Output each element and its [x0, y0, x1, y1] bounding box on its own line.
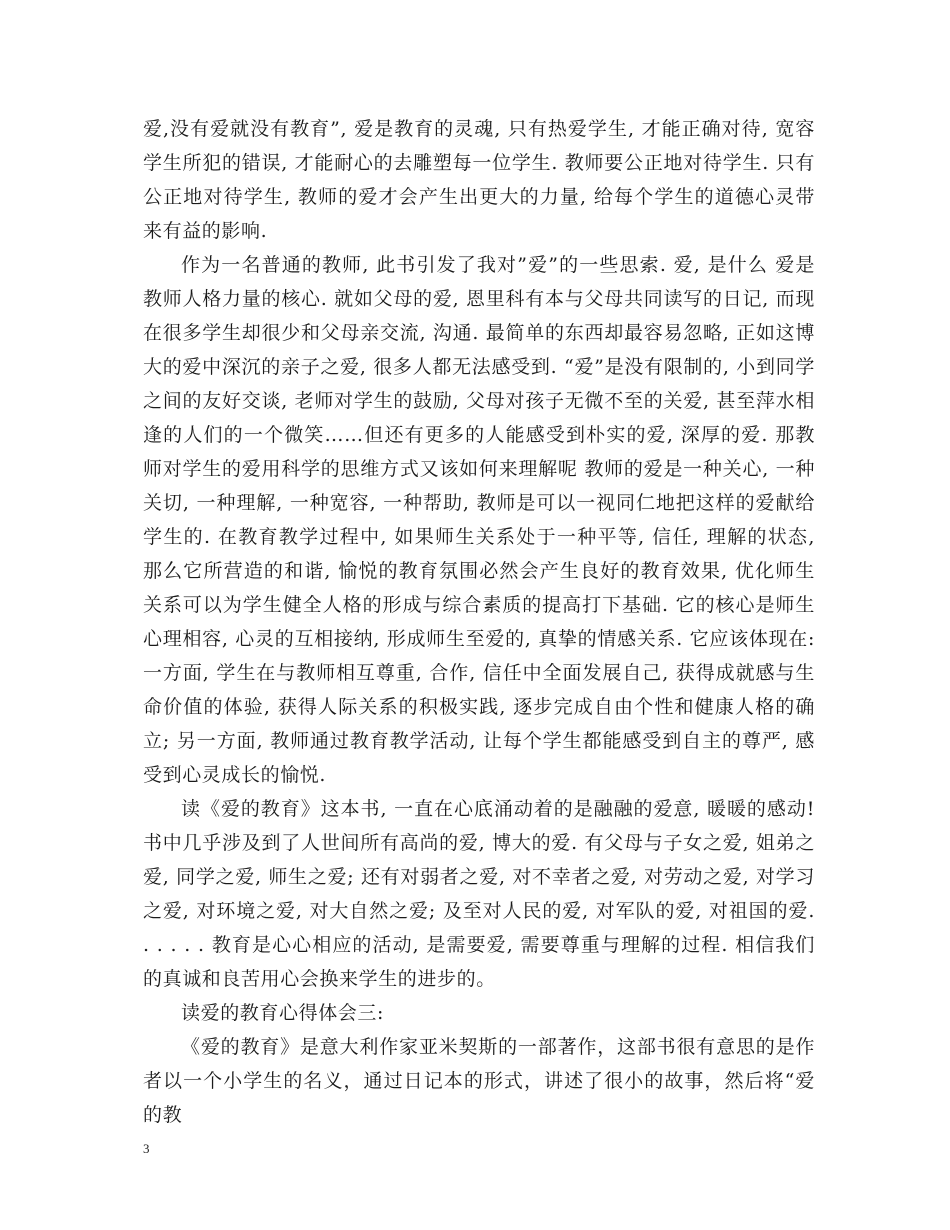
paragraph-book-intro: 《爱的教育》是意大利作家亚米契斯的一部著作，这部书很有意思的是作者以一个小学生的名义，通过日记本的形式，讲述了很小的故事，然后将“爱的教: [143, 1036, 815, 1126]
page-number: 3: [143, 1141, 150, 1156]
paragraph-book-reading: 读《爱的教育》这本书, 一直在心底涌动着的是融融的爱意, 暖暖的感动! 书中几乎涉及到了人世间所有高尚的爱, 博大的爱. 有父母与子女之爱, 姐弟之爱, 同学之爱, 师生之爱; 还有对弱者之爱, 对不幸者之爱, 对劳动之爱, 对学习之爱, 对环境之爱, 对大自然之爱; 及至对人民的爱, 对军队的爱, 对祖国的爱. . . . . . 教育是心心相应的活动, 是需要爱, 需要尊重与理解的过程. 相信我们的真诚和良苦用心会换来学生的进步的。: [143, 798, 815, 990]
paragraph-reflection: 作为一名普通的教师, 此书引发了我对”爱”的一些思索. 爱, 是什么 爱是教师人格力量的核心. 就如父母的爱, 恩里科有本与父母共同读写的日记, 而现在很多学生却很少和父母亲交流, 沟通. 最简单的东西却最容易忽略, 正如这博大的爱中深沉的亲子之爱, 很多人都无法感受到. “爱”是没有限制的, 小到同学之间的友好交谈, 老师对学生的鼓励, 父母对孩子无微不至的关爱, 甚至萍水相逢的人们的一个微笑……但还有更多的人能感受到朴实的爱, 深厚的爱. 那教师对学生的爱用科学的思维方式又该如何来理解呢 教师的爱是一种关心, 一种关切, 一种理解, 一种宽容, 一种帮助, 教师是可以一视同仁地把这样的爱献给学生的. 在教育教学过程中, 如果师生关系处于一种平等, 信任, 理解的状态, 那么它所营造的和谐, 愉悦的教育氛围必然会产生良好的教育效果, 优化师生关系可以为学生健全人格的形成与综合素质的提高打下基础. 它的核心是师生心理相容, 心灵的互相接纳, 形成师生至爱的, 真挚的情感关系. 它应该体现在: 一方面, 学生在与教师相互尊重, 合作, 信任中全面发展自己, 获得成就感与生命价值的体验, 获得人际关系的积极实践, 逐步完成自由个性和健康人格的确立; 另一方面, 教师通过教育教学活动, 让每个学生都能感受到自主的尊严, 感受到心灵成长的愉悦.: [143, 254, 815, 786]
paragraph-continued: 爱,没有爱就没有教育”, 爱是教育的灵魂, 只有热爱学生, 才能正确对待, 宽容学生所犯的错误, 才能耐心的去雕塑每一位学生. 教师要公正地对待学生. 只有公正地对待学生, 教师的爱才会产生出更大的力量, 给每个学生的道德心灵带来有益的影响.: [143, 118, 815, 242]
section-heading: 读爱的教育心得体会三:: [181, 1002, 385, 1024]
document-body: [143, 112, 815, 1132]
